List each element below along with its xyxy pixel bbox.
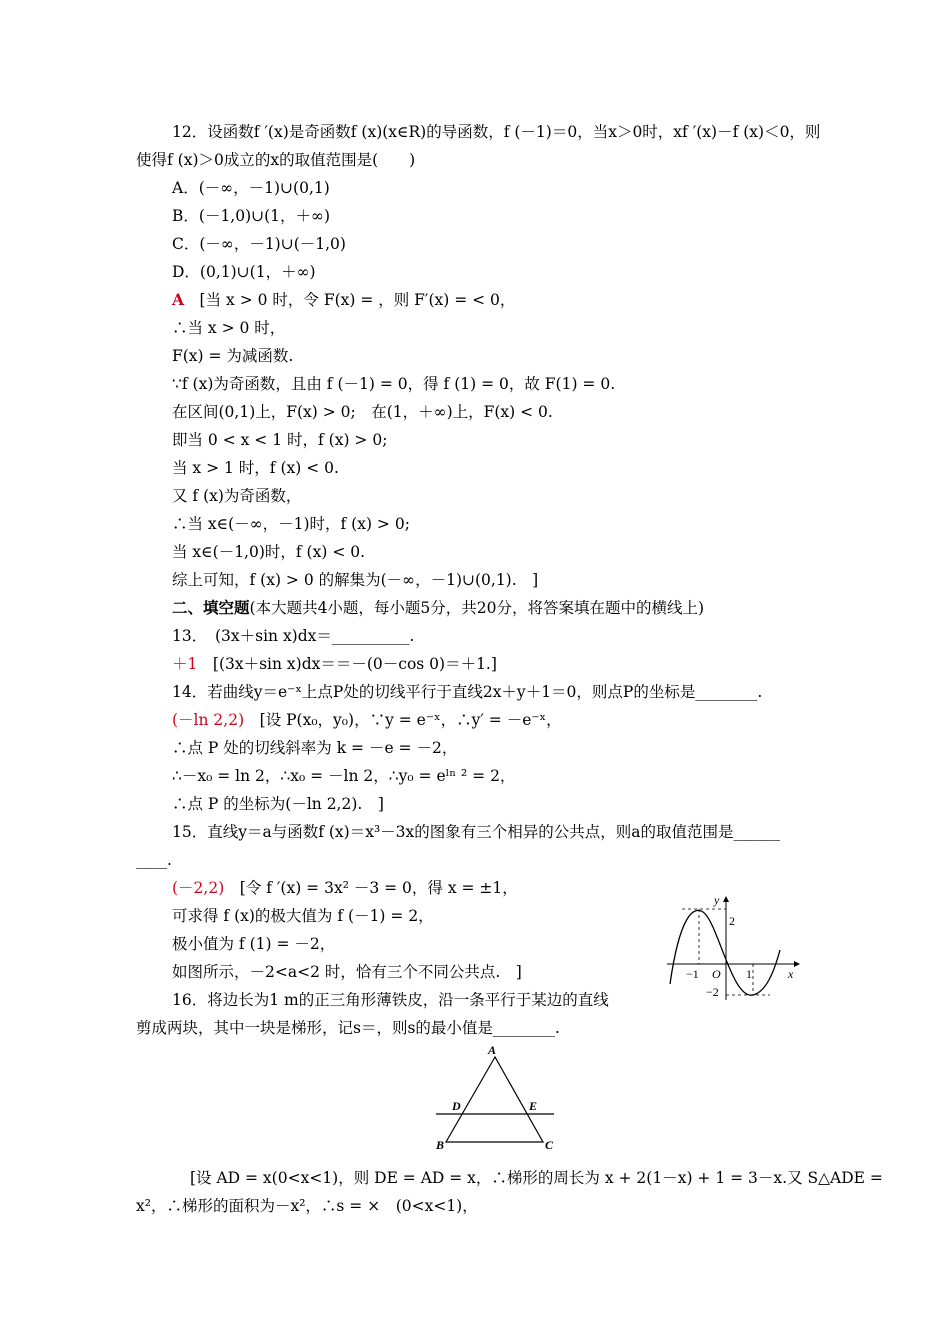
vertex-a-label: A: [488, 1043, 497, 1057]
q13-answer: ＋1: [172, 655, 198, 673]
q15-answer: (－2,2): [172, 879, 225, 897]
q12-solution-line7: 当 x > 1 时，f (x) < 0.: [172, 459, 339, 477]
q12-solution-line8: 又 f (x)为奇函数，: [172, 487, 302, 505]
q14-solution-line3: ∴－x₀ = ln 2，∴x₀ = －ln 2，∴y₀ = eˡⁿ ² = 2，: [172, 767, 516, 785]
q12-solution-line4: ∵f (x)为奇函数，且由 f (－1) = 0，得 f (1) = 0，故 F(1) = 0.: [172, 375, 616, 393]
q12-option-c: C．(－∞，－1)∪(－1,0): [172, 235, 346, 253]
q12-option-b: B．(－1,0)∪(1，＋∞): [172, 207, 330, 225]
q12-solution-line5: 在区间(0,1)上，F(x) > 0; 在(1，＋∞)上，F(x) < 0.: [172, 403, 553, 421]
q14-solution-line2: ∴点 P 处的切线斜率为 k = －e = －2，: [172, 739, 458, 757]
y-axis-arrow-icon: [723, 896, 729, 902]
q14-question: 14．若曲线y＝e⁻ˣ上点P处的切线平行于直线2x＋y＋1＝0，则点P的坐标是________.: [172, 683, 763, 701]
q15-solution-line4: 如图所示，－2<a<2 时，恰有三个不同公共点. ]: [172, 963, 522, 981]
q15-solution-line2: 可求得 f (x)的极大值为 f (－1) = 2，: [172, 907, 434, 925]
vertex-c-label: C: [545, 1138, 554, 1152]
q12-solution-line3: F(x) = 为减函数.: [172, 347, 294, 365]
graph-two-label: 2: [729, 914, 735, 928]
q12-solution-line9: ∴当 x∈(－∞，－1)时，f (x) > 0;: [172, 515, 410, 533]
vertex-b-label: B: [436, 1138, 445, 1152]
q12-solution-line6: 即当 0 < x < 1 时，f (x) > 0;: [172, 431, 388, 449]
q15-solution-line1: (－2,2) [令 f ′(x) = 3x² －3 = 0，得 x = ±1，: [172, 879, 518, 897]
x-axis-arrow-icon: [794, 961, 800, 967]
q13-solution: ＋1 [(3x＋sin x)dx＝＝－(0－cos 0)＝＋1.]: [172, 655, 497, 673]
graph-y-label: y: [714, 893, 720, 907]
q12-option-d: D．(0,1)∪(1，＋∞): [172, 263, 316, 281]
triangle-diagram: [430, 1042, 560, 1154]
cubic-curve: [670, 910, 780, 995]
q14-solution-line1: (－ln 2,2) [设 P(x₀，y₀)，∵y = e⁻ˣ，∴y′ = －e⁻ˣ，: [172, 711, 562, 729]
cubic-graph: [662, 892, 802, 1004]
graph-x-label: x: [788, 967, 794, 981]
q16-question-line2: 剪成两块，其中一块是梯形，记s＝，则s的最小值是________.: [136, 1019, 560, 1037]
section-heading: [172, 598, 704, 618]
graph-origin-label: O: [712, 967, 721, 981]
graph-neg-two-label: −2: [706, 985, 719, 999]
q15-question-line1: 15．直线y＝a与函数f (x)＝x³－3x的图象有三个相异的公共点，则a的取值范围是______: [172, 823, 781, 841]
point-d-label: D: [452, 1099, 461, 1113]
q12-answer: A: [172, 290, 185, 309]
q16-solution-line1: [设 AD = x(0<x<1)，则 DE = AD = x，∴梯形的周长为 x + 2(1－x) + 1 = 3－x.又 S△ADE =: [190, 1169, 883, 1187]
q12-solution-line11: 综上可知，f (x) > 0 的解集为(－∞，－1)∪(0,1). ]: [172, 571, 539, 589]
q12-line2: 使得f (x)＞0成立的x的取值范围是( ): [136, 151, 416, 169]
q12-line1: 12．设函数f ′(x)是奇函数f (x)(x∈R)的导函数，f (－1)＝0，当x＞0时，xf ′(x)－f (x)＜0，则: [172, 123, 821, 141]
graph-one-label: 1: [746, 967, 752, 981]
q12-option-a: A．(－∞，－1)∪(0,1): [172, 179, 330, 197]
q14-answer: (－ln 2,2): [172, 711, 245, 729]
q16-solution-line2: x²，∴梯形的面积为－x²，∴s = × (0<x<1)，: [136, 1197, 478, 1215]
q15-solution-line3: 极小值为 f (1) = －2，: [172, 935, 336, 953]
graph-neg-one-label: −1: [686, 967, 699, 981]
point-e-label: E: [529, 1099, 538, 1113]
q12-solution-line1: A [当 x > 0 时，令 F(x) = ，则 F′(x) = < 0，: [172, 290, 516, 309]
section-title: 二、填空题: [172, 598, 250, 617]
section-instructions: (本大题共4小题，每小题5分，共20分，将答案填在题中的横线上): [249, 599, 705, 617]
q15-question-line2: ____.: [136, 851, 172, 869]
q13-question: 13． (3x＋sin x)dx＝__________.: [172, 627, 415, 645]
q12-solution-line10: 当 x∈(－1,0)时，f (x) < 0.: [172, 543, 366, 561]
q12-solution-line2: ∴当 x > 0 时，: [172, 319, 286, 337]
q14-solution-line4: ∴点 P 的坐标为(－ln 2,2). ]: [172, 795, 384, 813]
q16-question-line1: 16．将边长为1 m的正三角形薄铁皮，沿一条平行于某边的直线: [172, 991, 609, 1009]
